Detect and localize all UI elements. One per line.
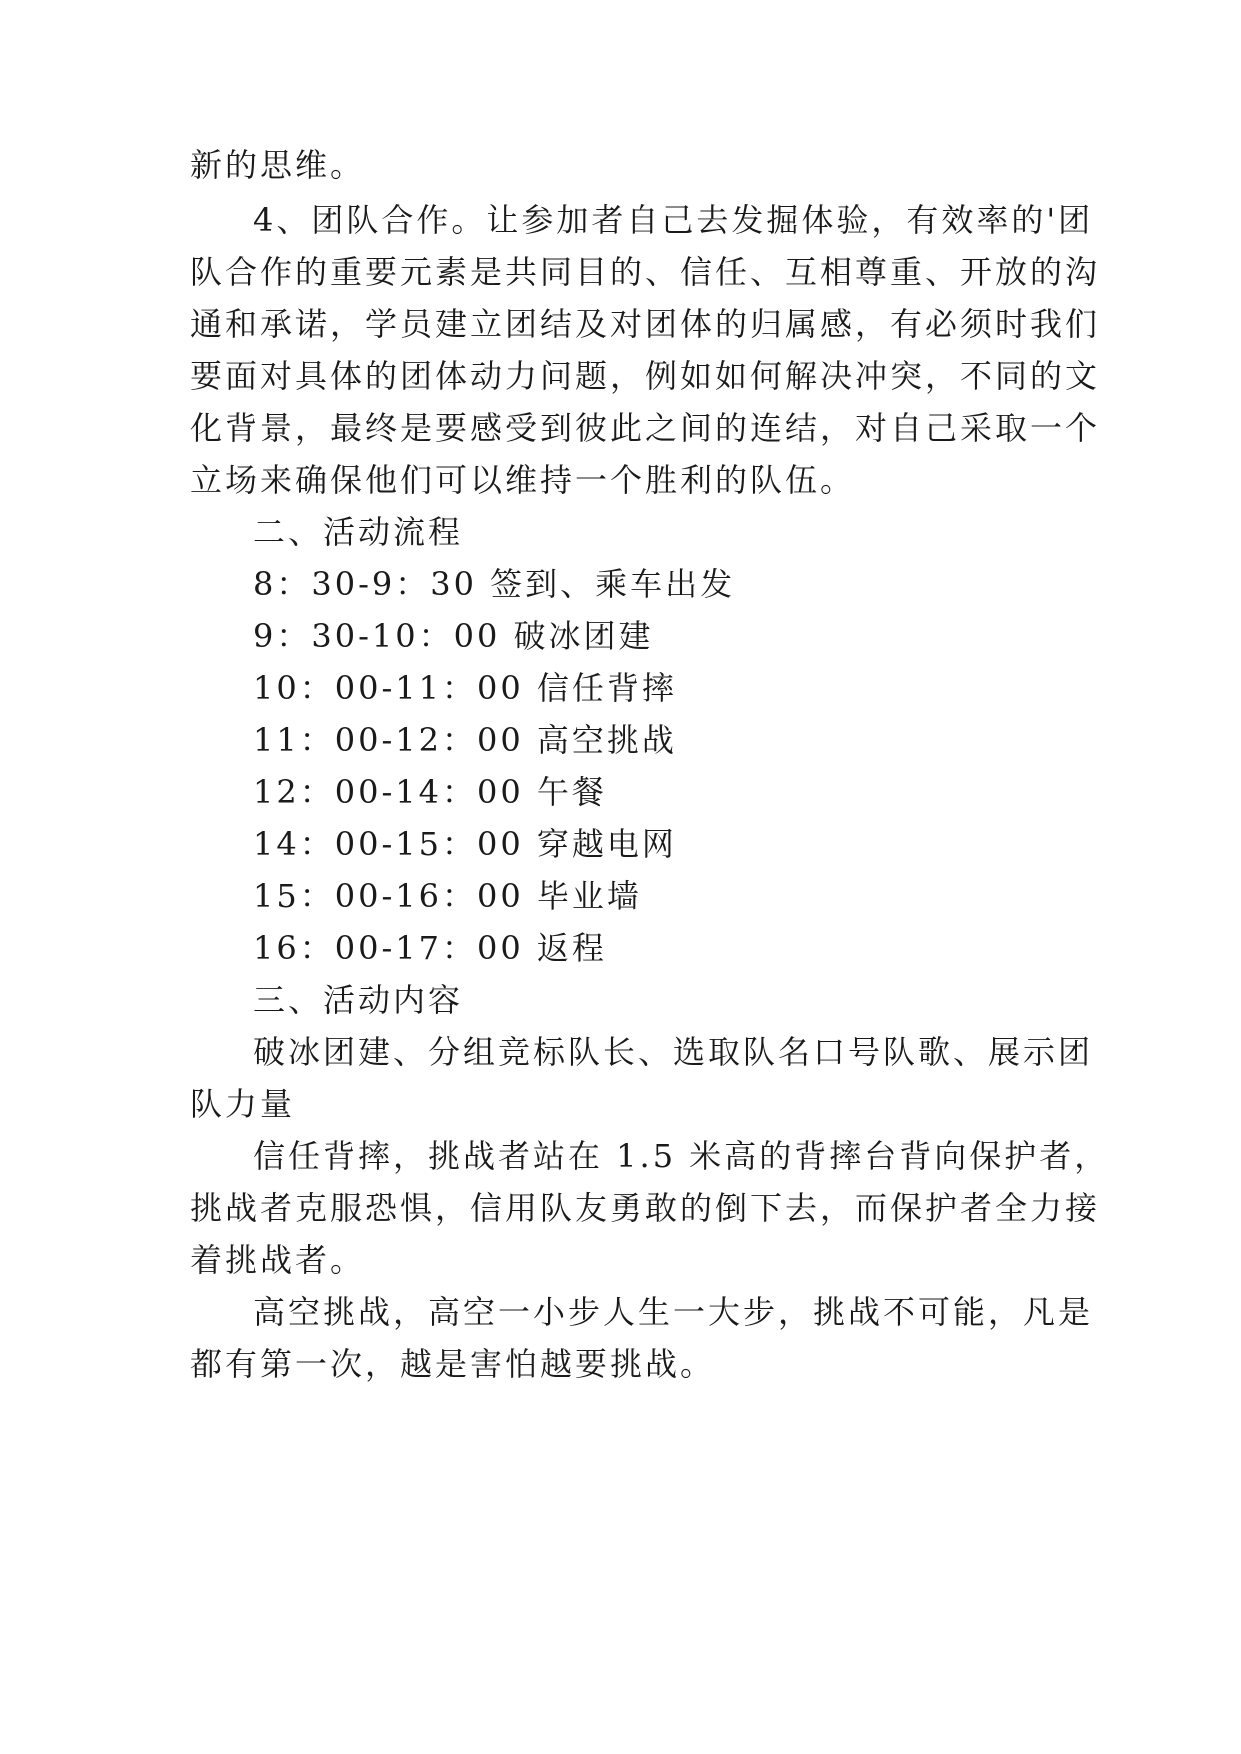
paragraph-line: 高空挑战，高空一小步人生一大步，挑战不可能，凡是: [253, 1293, 1094, 1331]
paragraph-line: 挑战者克服恐惧，信用队友勇敢的倒下去，而保护者全力接: [190, 1189, 1101, 1227]
schedule-item: 10：00-11：00 信任背摔: [253, 669, 677, 707]
paragraph-line: 要面对具体的团体动力问题，例如如何解决冲突，不同的文: [190, 357, 1101, 395]
paragraph-line: 通和承诺，学员建立团结及对团体的归属感，有必须时我们: [190, 305, 1101, 343]
schedule-item: 14：00-15：00 穿越电网: [253, 825, 677, 863]
paragraph-line: 化背景，最终是要感受到彼此之间的连结，对自己采取一个: [190, 409, 1101, 447]
paragraph-line: 4、团队合作。让参加者自己去发掘体验，有效率的'团: [253, 201, 1094, 239]
schedule-item: 16：00-17：00 返程: [253, 929, 607, 967]
paragraph-line: 立场来确保他们可以维持一个胜利的队伍。: [190, 461, 856, 499]
paragraph-line: 队合作的重要元素是共同目的、信任、互相尊重、开放的沟: [190, 253, 1101, 291]
paragraph-line: 队力量: [190, 1085, 296, 1123]
schedule-item: 9：30-10：00 破冰团建: [253, 617, 654, 655]
schedule-item: 12：00-14：00 午餐: [253, 773, 607, 811]
paragraph-line: 着挑战者。: [190, 1241, 366, 1279]
schedule-item: 15：00-16：00 毕业墙: [253, 877, 642, 915]
paragraph-line: 都有第一次，越是害怕越要挑战。: [190, 1345, 716, 1383]
paragraph-line: 新的思维。: [190, 146, 366, 184]
schedule-item: 8：30-9：30 签到、乘车出发: [253, 565, 736, 603]
paragraph-line: 信任背摔，挑战者站在 1.5 米高的背摔台背向保护者，: [253, 1137, 1110, 1175]
section-heading: 三、活动内容: [253, 981, 464, 1019]
section-heading: 二、活动流程: [253, 513, 464, 551]
paragraph-line: 破冰团建、分组竞标队长、选取队名口号队歌、展示团: [253, 1033, 1094, 1071]
schedule-item: 11：00-12：00 高空挑战: [253, 721, 677, 759]
